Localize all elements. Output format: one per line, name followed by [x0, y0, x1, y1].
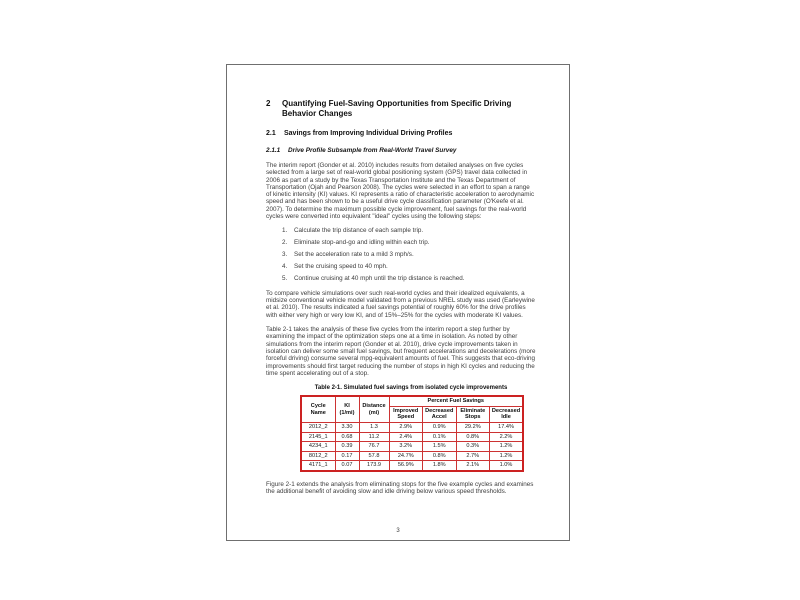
column-header-eliminate-stops: Eliminate Stops: [456, 406, 490, 422]
cell-cycle-name: 4171_1: [301, 461, 335, 471]
chapter-number: 2: [266, 99, 271, 108]
table-caption: Table 2-1. Simulated fuel savings from isolated cycle improvements: [314, 385, 508, 392]
cell-ki: 0.07: [335, 461, 359, 471]
document-page: [226, 64, 570, 541]
cell-improved-speed: 2.4%: [389, 432, 423, 442]
chapter-heading: [266, 99, 536, 119]
cell-decreased-accel: 0.9%: [423, 422, 457, 432]
cell-improved-speed: 2.9%: [389, 422, 423, 432]
list-item: [282, 227, 536, 234]
subsection-number: 2.1.1: [266, 147, 281, 154]
paragraph-1: The interim report (Gonder et al. 2010) includes results from detailed analyses on five cycles selected from a large set of real-world global positioning system (GPS) travel data collected in 2006 as part of a study by the Texas Transportation Institute and the Texas Department of Transportation (Ojah and Pearson 2008). The cycles were selected in an effort to span a range of kinetic intensity (KI) values. KI represents a ratio of characteristic acceleration to aerodynamic speed and has been shown to be a useful drive cycle classification parameter (O'Keefe et al. 2007). To determine the maximum possible cycle improvement, fuel savings for the real-world cycles were converted into equivalent "ideal" cycles using the following steps:: [266, 162, 535, 221]
cell-cycle-name: 4234_1: [301, 442, 335, 452]
table-header: [301, 396, 523, 422]
cell-decreased-accel: 0.8%: [423, 451, 457, 461]
cell-eliminate-stops: 2.7%: [456, 451, 490, 461]
list-item-number: 2.: [282, 239, 288, 247]
list-item-text: Calculate the trip distance of each sample trip.: [294, 227, 424, 235]
cell-cycle-name: 8012_2: [301, 451, 335, 461]
cell-improved-speed: 3.2%: [389, 442, 423, 452]
chapter-title: Quantifying Fuel-Saving Opportunities from Specific Driving Behavior Changes: [282, 99, 512, 118]
list-item-text: Eliminate stop-and-go and idling within each trip.: [294, 239, 430, 247]
page-number: 3: [396, 528, 400, 534]
cell-ki: 0.68: [335, 432, 359, 442]
paragraph-3: Table 2-1 takes the analysis of these five cycles from the interim report a step further by examining the impact of the optimization steps one at a time in isolation. As noted by other simulations from the interim report (Gonder et al. 2010), drive cycle improvements taken in isolation can deliver some small fuel savings, but frequent accelerations and decelerations (more forceful driving) consume several mpg-equivalent amounts of fuel. This suggests that eco-driving improvements should first target reducing the number of stops in high KI cycles and reducing the time spent accelerating out of a stop.: [266, 326, 536, 377]
fuel-savings-table: [300, 395, 524, 472]
cell-decreased-accel: 0.1%: [423, 432, 457, 442]
column-header-improved-speed: Improved Speed: [389, 406, 423, 422]
cell-decreased-idle: 1.2%: [490, 442, 524, 452]
cell-decreased-accel: 1.5%: [423, 442, 457, 452]
column-group-header-percent-fuel-savings: Percent Fuel Savings: [389, 396, 523, 406]
cell-eliminate-stops: 29.2%: [456, 422, 490, 432]
table-row: [301, 432, 523, 442]
column-header-distance: Distance (mi): [359, 396, 389, 422]
list-item-number: 5.: [282, 274, 288, 282]
list-item: [282, 275, 536, 282]
column-header-decreased-idle: Decreased Idle: [490, 406, 524, 422]
cell-ki: 3.30: [335, 422, 359, 432]
table-row: [301, 461, 523, 471]
ideal-cycle-steps-list: [282, 227, 536, 281]
column-header-decreased-accel: Decreased Accel: [423, 406, 457, 422]
cell-distance: 57.8: [359, 451, 389, 461]
closing-paragraph: Figure 2-1 extends the analysis from eliminating stops for the five example cycles and examines the additional benefit of avoiding slow and idle driving below various speed thresholds.: [266, 480, 534, 496]
cell-cycle-name: 2012_2: [301, 422, 335, 432]
cell-improved-speed: 56.9%: [389, 461, 423, 471]
cell-ki: 0.39: [335, 442, 359, 452]
cell-decreased-accel: 1.8%: [423, 461, 457, 471]
list-item: [282, 251, 536, 258]
cell-ki: 0.17: [335, 451, 359, 461]
list-item: [282, 239, 536, 246]
subsection-title: Drive Profile Subsample from Real-World Travel Survey: [288, 147, 457, 154]
cell-decreased-idle: 2.2%: [490, 432, 524, 442]
list-item-number: 3.: [282, 250, 288, 258]
table-row: [301, 422, 523, 432]
section-number: 2.1: [266, 130, 276, 137]
list-item-text: Continue cruising at 40 mph until the trip distance is reached.: [294, 274, 465, 282]
cell-distance: 11.2: [359, 432, 389, 442]
cell-eliminate-stops: 2.1%: [456, 461, 490, 471]
cell-distance: 76.7: [359, 442, 389, 452]
list-item-text: Set the acceleration rate to a mild 3 mph/s.: [294, 250, 414, 258]
section-heading: [266, 129, 536, 138]
subsection-heading: [266, 147, 536, 155]
section-title: Savings from Improving Individual Driving Profiles: [284, 130, 453, 137]
cell-eliminate-stops: 0.3%: [456, 442, 490, 452]
table-row: [301, 451, 523, 461]
cell-decreased-idle: 1.0%: [490, 461, 524, 471]
column-header-ki: KI (1/mi): [335, 396, 359, 422]
cell-decreased-idle: 1.2%: [490, 451, 524, 461]
cell-distance: 173.9: [359, 461, 389, 471]
list-item-number: 1.: [282, 227, 288, 235]
cell-decreased-idle: 17.4%: [490, 422, 524, 432]
list-item: [282, 263, 536, 270]
table-row: [301, 442, 523, 452]
cell-improved-speed: 24.7%: [389, 451, 423, 461]
paragraph-2: To compare vehicle simulations over such real-world cycles and their idealized equivalents, a midsize conventional vehicle model validated from a previous NREL study was used (Earleywine et al. 2010). The results indicated a fuel savings potential of roughly 60% for the drive profiles with either very high or very low KI, and of 15%–25% for the cycles with moderate KI values.: [266, 289, 535, 319]
cell-distance: 1.3: [359, 422, 389, 432]
cell-eliminate-stops: 0.8%: [456, 432, 490, 442]
list-item-text: Set the cruising speed to 40 mph.: [294, 262, 388, 270]
table-body: [301, 422, 523, 470]
column-header-cycle-name: Cycle Name: [301, 396, 335, 422]
page-content: [227, 65, 569, 540]
cell-cycle-name: 2145_1: [301, 432, 335, 442]
list-item-number: 4.: [282, 262, 288, 270]
